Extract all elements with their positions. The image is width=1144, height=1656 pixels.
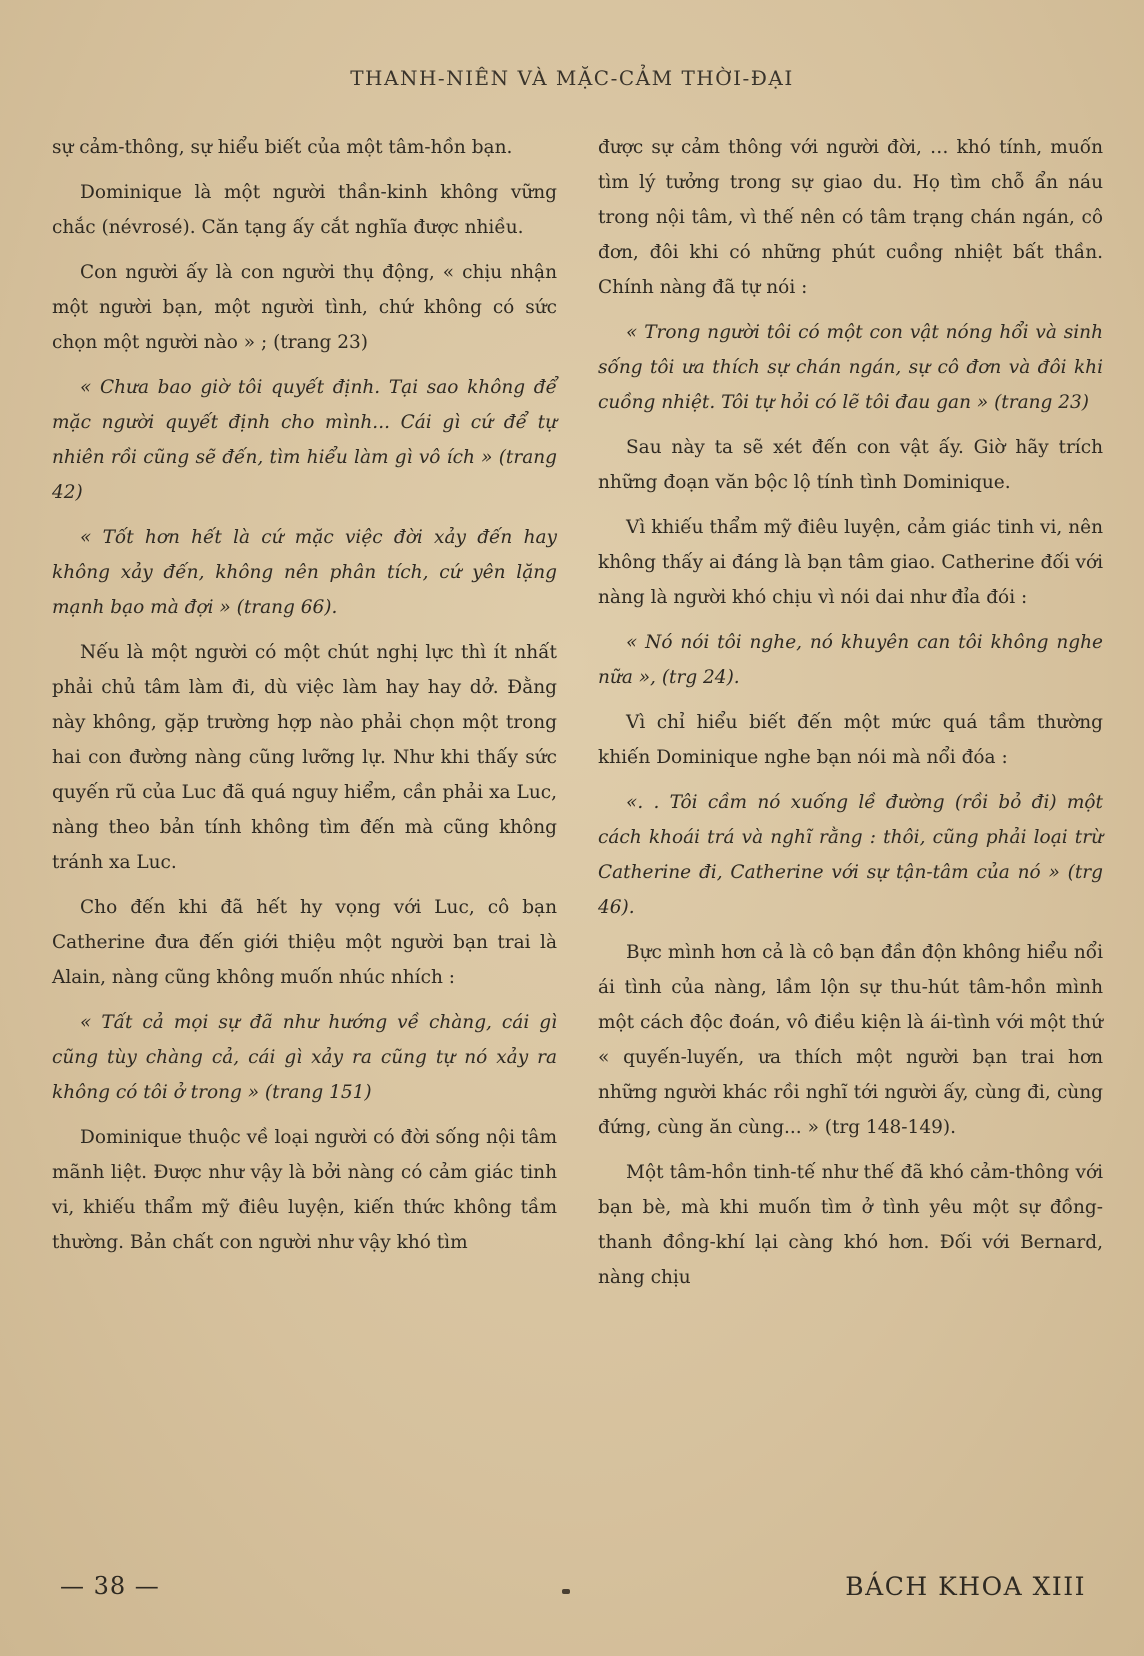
quoted-paragraph: « Trong người tôi có một con vật nóng hổi và sinh sống tôi ưa thích sự chán ngán, sự cô đơn và đôi khi cuồng nhiệt. Tôi tự hỏi có lẽ tôi đau gan » (trang 23) [598, 322, 1103, 413]
paragraph: Sau này ta sẽ xét đến con vật ấy. Giờ hãy trích những đoạn văn bộc lộ tính tình Dominique. [598, 437, 1103, 493]
quoted-paragraph: «. . Tôi cầm nó xuống lề đường (rồi bỏ đi) một cách khoái trá và nghĩ rằng : thôi, cũng phải loại trừ Catherine đi, Catherine với sự tận-tâm của nó » (trg 46). [598, 792, 1103, 918]
page-number: — 38 — [60, 1572, 160, 1600]
magazine-name: BÁCH KHOA XIII [845, 1572, 1086, 1601]
center-dot-mark [562, 1589, 570, 1594]
quoted-paragraph: « Chưa bao giờ tôi quyết định. Tại sao không để mặc người quyết định cho mình... Cái gì cứ để tự nhiên rồi cũng sẽ đến, tìm hiểu làm gì vô ích » (trang 42) [52, 377, 557, 503]
paragraph: Dominique thuộc về loại người có đời sống nội tâm mãnh liệt. Được như vậy là bởi nàng có cảm giác tinh vi, khiếu thẩm mỹ điêu luyện, kiến thức không tầm thường. Bản chất con người như vậy khó tìm [52, 1127, 557, 1253]
paragraph: Bực mình hơn cả là cô bạn đần độn không hiểu nổi ái tình của nàng, lầm lộn sự thu-hút tâm-hồn mình một cách độc đoán, vô điều kiện là ái-tình với một thứ « quyến-luyến, ưa thích một người bạn trai hơn những người khác rồi nghĩ tới người ấy, cùng đi, cùng đứng, cùng ăn cùng... » (trg 148-149). [598, 942, 1103, 1138]
paragraph: Cho đến khi đã hết hy vọng với Luc, cô bạn Catherine đưa đến giới thiệu một người bạn trai là Alain, nàng cũng không muốn nhúc nhích : [52, 897, 557, 988]
paragraph: Vì chỉ hiểu biết đến một mức quá tầm thường khiến Dominique nghe bạn nói mà nổi đóa : [598, 712, 1103, 768]
paragraph: Con người ấy là con người thụ động, « chịu nhận một người bạn, một người tình, chứ không có sức chọn một người nào » ; (trang 23) [52, 262, 557, 353]
paragraph: Một tâm-hồn tinh-tế như thế đã khó cảm-thông với bạn bè, mà khi muốn tìm ở tình yêu một sự đồng-thanh đồng-khí lại càng khó hơn. Đối với Bernard, nàng chịu [598, 1162, 1103, 1288]
paragraph: Vì khiếu thẩm mỹ điêu luyện, cảm giác tinh vi, nên không thấy ai đáng là bạn tâm giao. Catherine đối với nàng là người khó chịu vì nói dai như đỉa đói : [598, 517, 1103, 608]
left-column [52, 130, 557, 1270]
quoted-paragraph: « Tất cả mọi sự đã như hướng về chàng, cái gì cũng tùy chàng cả, cái gì xảy ra cũng tự nó xảy ra không có tôi ở trong » (trang 151) [52, 1012, 557, 1103]
running-header: THANH-NIÊN VÀ MẶC-CẢM THỜI-ĐẠI [350, 66, 794, 90]
quoted-paragraph: « Nó nói tôi nghe, nó khuyên can tôi không nghe nữa », (trg 24). [598, 632, 1103, 688]
paragraph: Dominique là một người thần-kinh không vững chắc (névrosé). Căn tạng ấy cắt nghĩa được nhiều. [52, 182, 557, 238]
paragraph: được sự cảm thông với người đời, … khó tính, muốn tìm lý tưởng trong sự giao du. Họ tìm chỗ ẩn náu trong nội tâm, vì thế nên có tâm trạng chán ngán, cô đơn, đôi khi có những phút cuồng nhiệt bất thần. Chính nàng đã tự nói : [598, 137, 1103, 298]
paragraph: sự cảm-thông, sự hiểu biết của một tâm-hồn bạn. [52, 137, 513, 158]
paragraph: Nếu là một người có một chút nghị lực thì ít nhất phải chủ tâm làm đi, dù việc làm hay hay dở. Đằng này không, gặp trường hợp nào phải chọn một trong hai con đường nàng cũng lưỡng lự. Như khi thấy sức quyến rũ của Luc đã quá nguy hiểm, cần phải xa Luc, nàng theo bản tính không tìm đến mà cũng không tránh xa Luc. [52, 642, 557, 873]
quoted-paragraph: « Tốt hơn hết là cứ mặc việc đời xảy đến hay không xảy đến, không nên phân tích, cứ yên lặng mạnh bạo mà đợi » (trang 66). [52, 527, 557, 618]
right-column [598, 130, 1103, 1305]
